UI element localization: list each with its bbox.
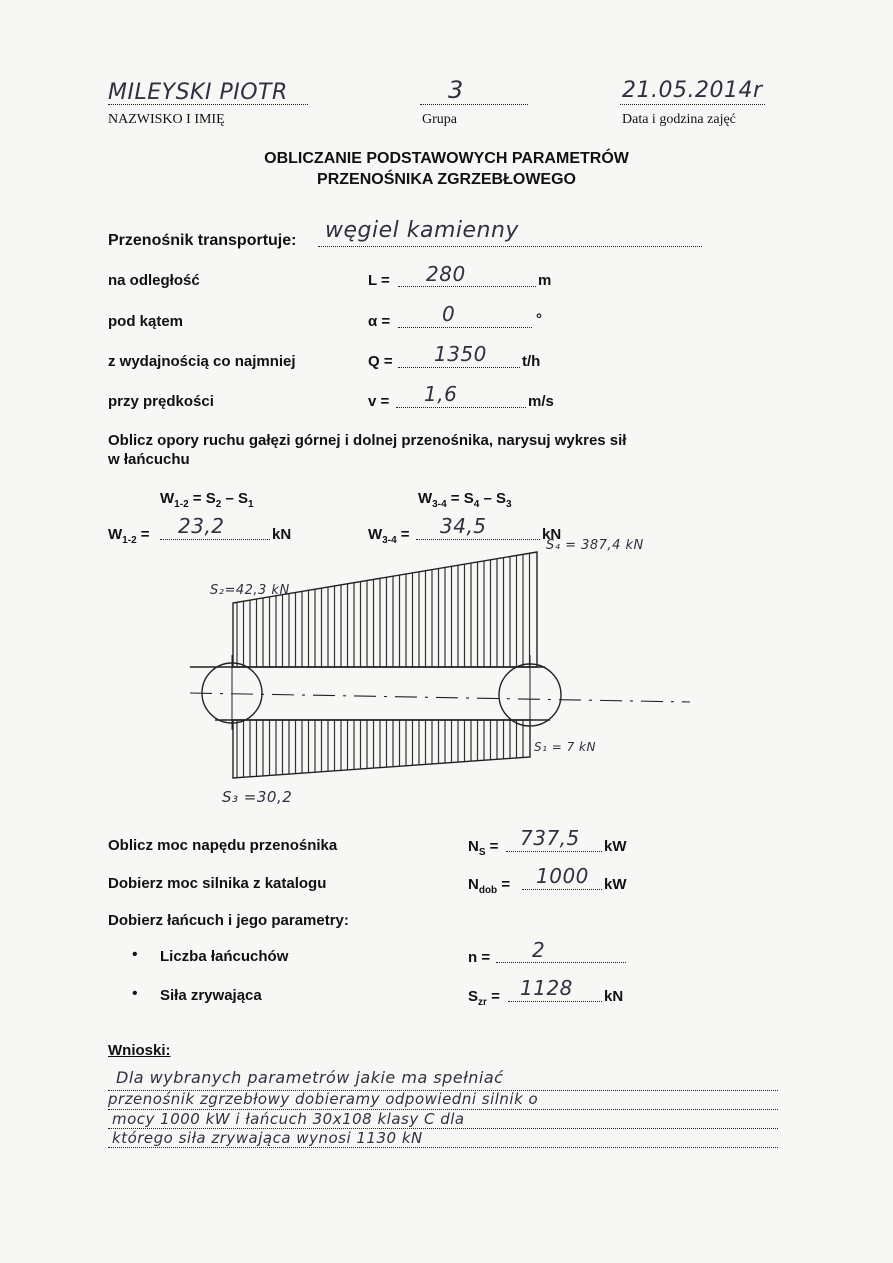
distance-value: 280 [426, 262, 466, 286]
upper-branch-force-area [237, 553, 530, 667]
group-label: Grupa [422, 112, 457, 127]
conveyor-axis-line [190, 693, 690, 702]
transport-value: węgiel kamienny [325, 218, 519, 243]
conclusions-label: Wnioski: [108, 1042, 171, 1059]
conclusion-line-3: mocy 1000 kW i łańcuch 30x108 klasy C dla [112, 1110, 465, 1128]
conclusion-line-1: Dla wybranych parametrów jakie ma spełniać [116, 1068, 504, 1087]
breaking-force-dotted-line [508, 1001, 602, 1002]
name-value: MILEYSKI PIOTR [108, 80, 288, 105]
ndob-value: 1000 [536, 864, 589, 888]
s1-label: S₁ = 7 kN [534, 740, 596, 754]
lower-force-outline [233, 720, 530, 778]
w34-formula: $W_{3-4} = S_4 - S_3$ [418, 490, 512, 510]
w12-symbol: $W_{1-2}$ = [108, 526, 150, 546]
chain-count-symbol: n = [468, 949, 491, 966]
chain-label: Dobierz łańcuch i jego parametry: [108, 912, 349, 929]
conclusion-line-4: którego siła zrywająca wynosi 1130 kN [112, 1129, 423, 1147]
capacity-label: z wydajnością co najmniej [108, 353, 296, 370]
w34-symbol: $W_{3-4}$ = [368, 526, 410, 546]
ns-value: 737,5 [520, 826, 580, 850]
bullet-chain-count: • [132, 946, 138, 963]
resistance-instruction-line-1: Oblicz opory ruchu gałęzi górnej i dolnej przenośnika, narysuj wykres sił [108, 432, 627, 449]
w12-formula: $W_{1-2} = S_2 - S_1$ [160, 490, 254, 510]
s4-label: S₄ = 387,4 kN [546, 538, 644, 553]
conclusion-line-2: przenośnik zgrzebłowy dobieramy odpowiedni silnik o [108, 1090, 539, 1108]
chain-count-label: Liczba łańcuchów [160, 948, 289, 965]
speed-value: 1,6 [424, 382, 458, 406]
ndob-dotted-line [522, 889, 602, 890]
speed-symbol: v = [368, 393, 390, 410]
distance-label: na odległość [108, 272, 200, 289]
transport-label: Przenośnik transportuje: [108, 232, 297, 249]
w12-unit: kN [272, 526, 292, 543]
date-value: 21.05.2014r [622, 78, 763, 103]
lower-branch-force-area [237, 720, 523, 778]
upper-force-outline [233, 552, 537, 667]
capacity-symbol: Q = [368, 353, 393, 370]
s3-label: S₃ =30,2 [222, 788, 293, 806]
chain-count-value: 2 [532, 938, 546, 962]
ns-unit: kW [604, 838, 627, 855]
bullet-breaking-force: • [132, 985, 138, 1002]
angle-symbol: α = [368, 313, 391, 330]
s2-label: S₂=42,3 kN [210, 583, 290, 598]
ndob-unit: kW [604, 876, 627, 893]
resistance-instruction-line-2: w łańcuchu [108, 451, 190, 468]
ns-label: Oblicz moc napędu przenośnika [108, 837, 338, 854]
ndob-label: Dobierz moc silnika z katalogu [108, 875, 327, 892]
ndob-symbol: $N_{dob}$ = [468, 876, 511, 896]
w34-value: 34,5 [440, 514, 487, 538]
angle-unit: ° [536, 311, 542, 328]
speed-unit: m/s [528, 393, 554, 410]
date-label: Data i godzina zajęć [622, 112, 736, 127]
angle-label: pod kątem [108, 313, 184, 330]
distance-symbol: L = [368, 272, 390, 289]
group-value: 3 [448, 76, 464, 104]
w12-value: 23,2 [178, 514, 225, 538]
angle-value: 0 [442, 302, 456, 326]
ns-dotted-line [506, 851, 602, 852]
chain-count-dotted-line [496, 962, 626, 963]
title-line-2: PRZENOŚNIKA ZGRZEBŁOWEGO [317, 171, 576, 188]
speed-label: przy prędkości [108, 393, 214, 410]
breaking-force-value: 1128 [520, 976, 573, 1000]
conclusion-dotted-line-4 [108, 1147, 778, 1148]
breaking-force-label: Siła zrywająca [160, 987, 262, 1004]
capacity-unit: t/h [522, 353, 541, 370]
breaking-force-unit: kN [604, 988, 624, 1005]
title-line-1: OBLICZANIE PODSTAWOWYCH PARAMETRÓW [264, 150, 629, 167]
ns-symbol: $N_S$ = [468, 838, 499, 858]
distance-unit: m [538, 272, 552, 289]
w34-unit: kN [542, 526, 562, 543]
capacity-value: 1350 [434, 342, 487, 366]
breaking-force-symbol: $S_{zr}$ = [468, 988, 500, 1008]
name-label: NAZWISKO I IMIĘ [108, 112, 225, 127]
